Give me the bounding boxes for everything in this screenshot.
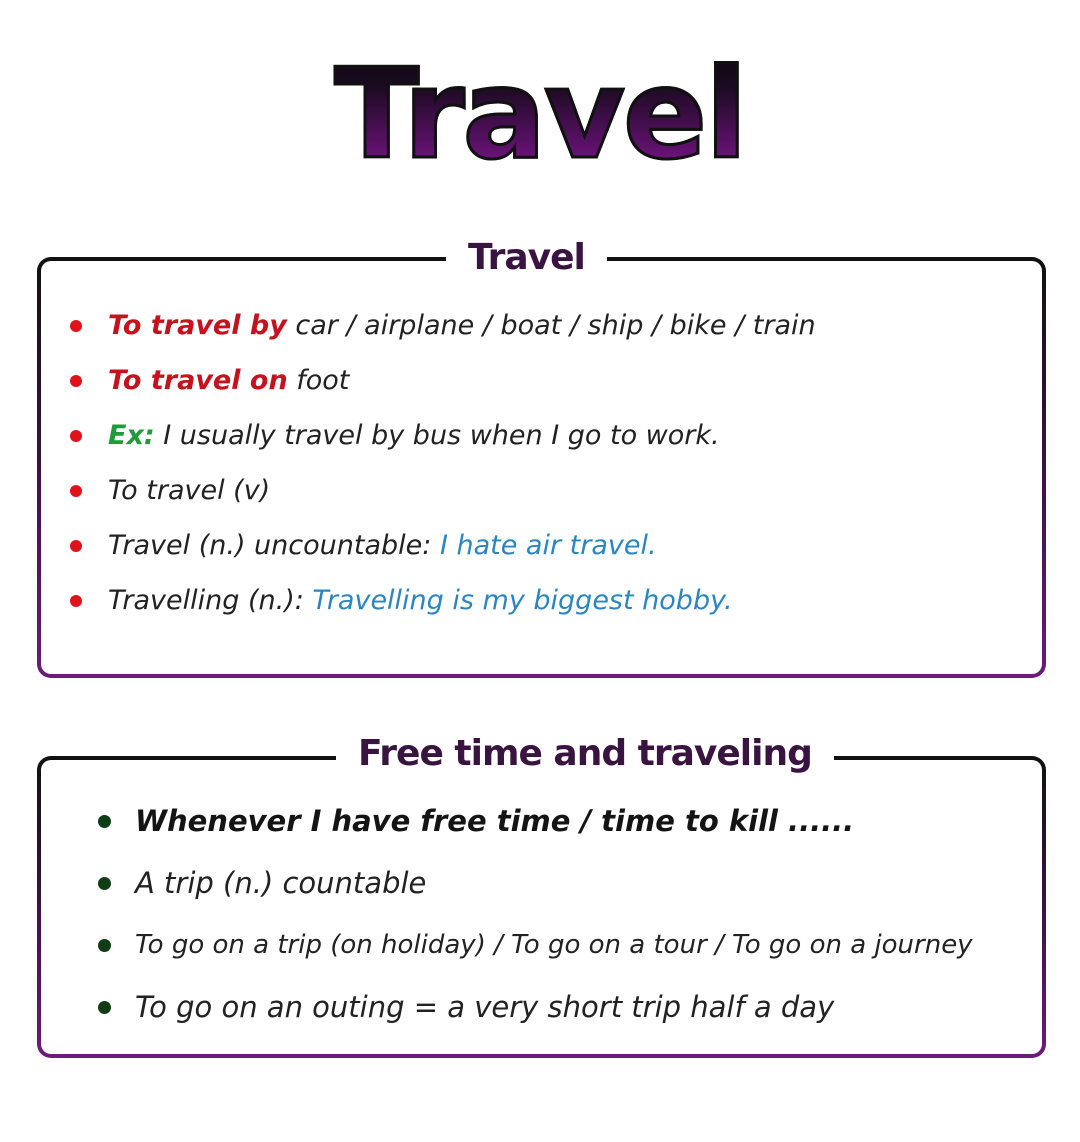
phrase-highlight: To travel by	[108, 310, 287, 341]
free-time-list	[98, 790, 973, 1038]
list-item	[98, 976, 973, 1038]
list-item	[98, 852, 973, 914]
list-item	[70, 518, 816, 573]
list-item	[98, 914, 973, 976]
travel-list	[70, 298, 816, 628]
bullet-dot-icon	[98, 877, 111, 890]
example-sentence: I usually travel by bus when I go to work.	[154, 420, 720, 451]
phrase-text: Travelling (n.):	[108, 585, 313, 616]
example-label: Ex:	[108, 420, 155, 451]
bullet-dot-icon	[70, 430, 82, 442]
bullet-dot-icon	[98, 939, 111, 952]
phrase-text: A trip (n.) countable	[135, 866, 427, 900]
bullet-dot-icon	[98, 815, 111, 828]
phrase-text: car / airplane / boat / ship / bike / train	[286, 310, 816, 341]
list-item	[70, 298, 816, 353]
phrase-highlight: To travel on	[108, 365, 288, 396]
phrase-text: To travel (v)	[108, 475, 271, 506]
travel-card-heading: Travel	[446, 232, 607, 284]
list-item	[70, 463, 816, 518]
phrase-text: Travel (n.) uncountable:	[108, 530, 440, 561]
list-item	[70, 408, 816, 463]
phrase-text: foot	[287, 365, 350, 396]
example-sentence: Travelling is my biggest hobby.	[312, 585, 733, 616]
list-item	[70, 353, 816, 408]
example-sentence: I hate air travel.	[439, 530, 657, 561]
bullet-dot-icon	[70, 320, 82, 332]
phrase-text: To go on a trip (on holiday) / To go on a tour / To go on a journey	[135, 930, 973, 960]
free-time-card-heading: Free time and traveling	[336, 728, 834, 780]
bullet-dot-icon	[70, 595, 82, 607]
list-item	[98, 790, 973, 852]
list-item	[70, 573, 816, 628]
bullet-dot-icon	[70, 375, 82, 387]
page-title: Travel	[0, 40, 1080, 190]
phrase-text: Whenever I have free time / time to kill ......	[135, 804, 855, 838]
bullet-dot-icon	[98, 1001, 111, 1014]
bullet-dot-icon	[70, 485, 82, 497]
phrase-text: To go on an outing = a very short trip half a day	[135, 990, 835, 1024]
bullet-dot-icon	[70, 540, 82, 552]
